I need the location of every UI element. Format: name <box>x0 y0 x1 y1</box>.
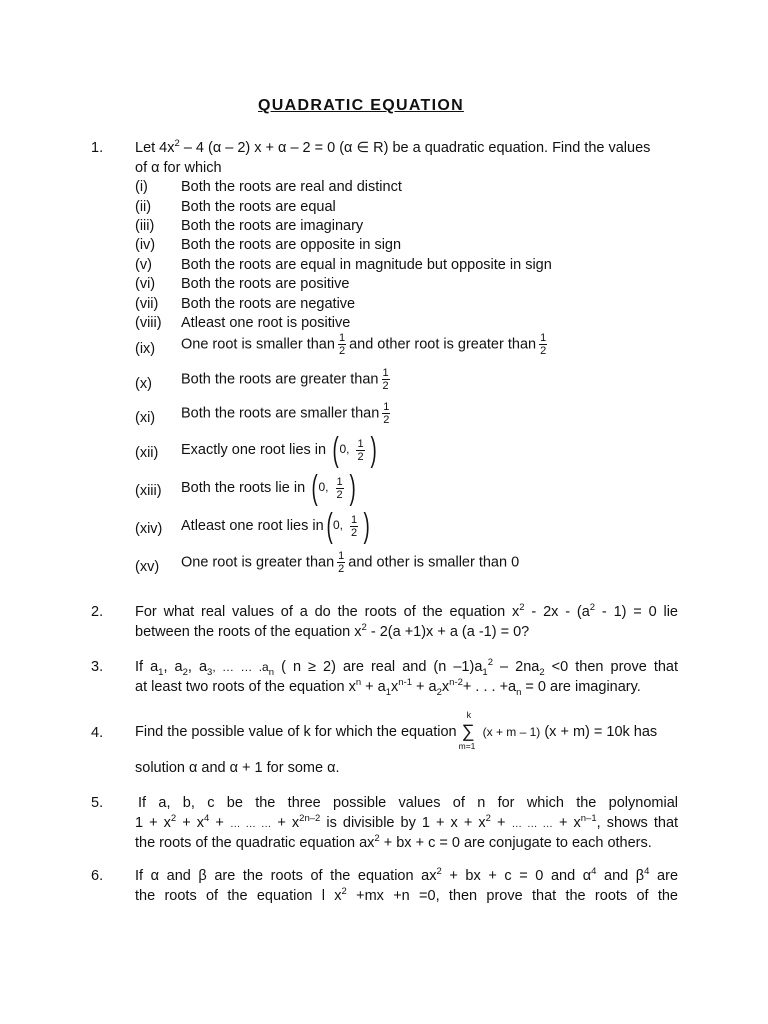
list-item: (viii) Atleast one root is positive <box>135 315 351 331</box>
fraction: $\frac{1}{2}$ <box>338 550 345 575</box>
list-item: (iii) Both the roots are imaginary <box>135 218 364 234</box>
page-title: QUADRATIC EQUATION <box>258 97 464 114</box>
list-item: (v) Both the roots are equal in magnitude but opposite in sign <box>135 257 552 273</box>
fraction: $\frac{1}{2}$ <box>338 332 346 357</box>
question-number: 6. <box>91 868 104 884</box>
question-text: If α and β are the roots of the equation $ax^2$ + bx + c = 0 and $\alpha^4$ and $\beta^4$ are the roots of the equation l $x^2 +mx +n =0$, then prove that the roots of the <box>135 866 679 904</box>
question-text: For what real values of a do the roots of the equation $x^2 - 2x - (a^2 - 1) = 0$ lie between the roots of the equation $x^2 - 2(a +1)x + a$ (a -1) = 0? <box>135 602 678 640</box>
question-text: Find the possible value of k for which the equation k ∑ m=1 (x + m – 1) (x + m) = 10k has <box>135 710 658 751</box>
summation: k ∑ m=1 <box>458 710 476 751</box>
interval: ( 0, $\frac{1}{2}$ ) <box>326 507 370 545</box>
interval: ( 0, $\frac{1}{2}$ ) <box>332 431 377 469</box>
question-number: 2. <box>91 604 104 620</box>
question-number: 4. <box>91 725 104 741</box>
question-text: Let $4x^2 - 4$ (α – 2) x + α – 2 = 0 (α ∈ R) be a quadratic equation. Find the values of α for which <box>135 138 651 176</box>
list-item: (xiii) Both the roots lie in ( 0, $\frac{1}{2}$ ) <box>135 482 695 502</box>
question-text: If a, b, c be the three possible values of n for which the polynomial $1 + x^2 + x^4$ + … … … + $x^{2n-2}$ is divisible by $1 + x + x^2$ + … … … + $x^{n-1}$, shows that the roots of the quadratic equation $ax^2$ + bx + c = 0 are conjugate to each others. <box>135 795 679 851</box>
question-number: 5. <box>91 795 104 811</box>
list-item: (ii) Both the roots are equal <box>135 199 336 215</box>
question-text: If $a_1$, $a_2$, $a_3$, … … $.a_n$ ( n ≥ 2) are real and (n $-1)a_1^2 - 2na_2 <0$ then prove that at least two roots of the equation $x^n + a_1x^{n-1} + a_2x^{n-2}+$ . . . $+a_n = 0$ are imaginary. <box>135 657 679 698</box>
list-item: (x) Both the roots are greater than $\frac{1}{2}$ <box>135 367 389 392</box>
fraction: $\frac{1}{2}$ <box>383 401 390 426</box>
list-item: (vii) Both the roots are negative <box>135 296 356 312</box>
fraction: $\frac{1}{2}$ <box>382 367 389 392</box>
interval: ( 0, $\frac{1}{2}$ ) <box>311 469 356 507</box>
question-number: 3. <box>91 659 104 675</box>
list-item: (xv) One root is greater than $\frac{1}{2}$ and other is smaller than 0 <box>135 550 520 575</box>
question-number: 1. <box>91 140 104 156</box>
fraction: $\frac{1}{2}$ <box>540 332 547 357</box>
list-item: (xiv) Atleast one root lies in ( 0, $\frac{1}{2}$ ) <box>135 520 695 540</box>
list-item: (vi) Both the roots are positive <box>135 276 350 292</box>
list-item: (i) Both the roots are real and distinct <box>135 179 402 195</box>
list-item: (iv) Both the roots are opposite in sign <box>135 237 402 253</box>
list-item: (ix) One root is smaller than $\frac{1}{2}$ and other root is greater than $\frac{1}{2}$ <box>135 332 547 357</box>
list-item: (xi) Both the roots are smaller than $\frac{1}{2}$ <box>135 401 390 426</box>
list-item: (xii) Exactly one root lies in ( 0, $\frac{1}{2}$ ) <box>135 444 695 464</box>
